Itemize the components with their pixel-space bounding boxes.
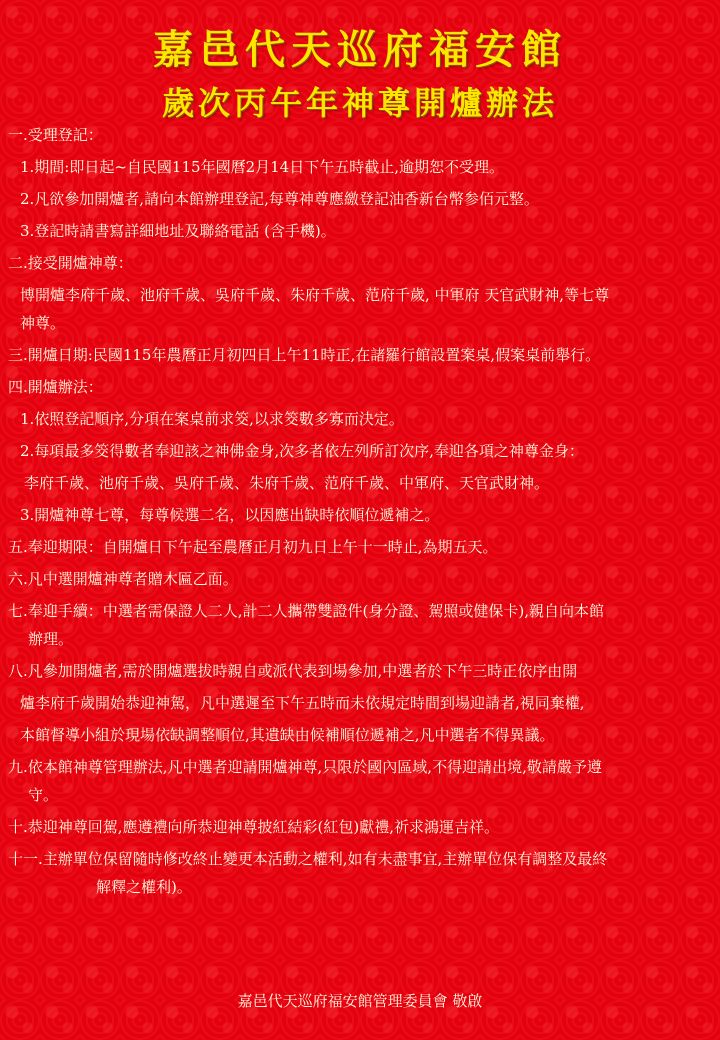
section-heading: 二.接受開爐神尊： bbox=[8, 254, 133, 272]
section-heading: 一.受理登記： bbox=[8, 126, 103, 144]
rule-item: 3.開爐神尊七尊，每尊候選二名，以因應出缺時依順位遞補之。 bbox=[20, 506, 440, 524]
rule-item-continuation: 解釋之權利)。 bbox=[96, 878, 192, 896]
section-heading: 五.奉迎期限：自開爐日下午起至農曆正月初九日上午十一時止,為期五天。 bbox=[8, 538, 498, 556]
footer-signature: 嘉邑代天巡府福安館管理委員會 敬啟 bbox=[237, 992, 483, 1010]
section-heading: 四.開爐辦法： bbox=[8, 378, 103, 396]
page-title: 嘉邑代天巡府福安館 bbox=[153, 26, 567, 73]
rule-item-continuation: 守。 bbox=[28, 786, 59, 804]
section-heading: 九.依本館神尊管理辦法,凡中選者迎請開爐神尊,只限於國內區域,不得迎請出境,敬請嚴予遵 bbox=[8, 758, 602, 776]
section-heading: 十一.主辦單位保留隨時修改終止變更本活動之權利,如有未盡事宜,主辦單位保有調整及最終 bbox=[8, 850, 608, 868]
section-heading: 三.開爐日期:民國115年農曆正月初四日上午11時正,在諸羅行館設置案桌,假案桌前舉行。 bbox=[8, 346, 601, 364]
rule-item: 博開爐李府千歲、池府千歲、吳府千歲、朱府千歲、范府千歲, 中軍府 天官武財神,等七尊 bbox=[20, 286, 610, 304]
section-heading: 八.凡參加開爐者,需於開爐選拔時親自或派代表到場參加,中選者於下午三時正依序由開 bbox=[8, 662, 578, 680]
rule-item: 1.依照登記順序,分項在案桌前求筊,以求筊數多寡而決定。 bbox=[20, 410, 404, 428]
rule-item: 3.登記時請書寫詳細地址及聯絡電話 (含手機)。 bbox=[20, 222, 336, 240]
rule-item: 2.每項最多筊得數者奉迎該之神佛金身,次多者依左列所訂次序,奉迎各項之神尊金身： bbox=[20, 442, 584, 460]
rule-item-continuation: 本館督導小組於現場依缺調整順位,其遺缺由候補順位遞補之,凡中選者不得異議。 bbox=[20, 726, 555, 744]
page-subtitle: 歲次丙午年神尊開爐辦法 bbox=[161, 84, 558, 122]
rule-item-continuation: 爐李府千歲開始恭迎神駕，凡中選遲至下午五時而未依規定時間到場迎請者,視同棄權, bbox=[20, 694, 585, 712]
rule-item-continuation: 辦理。 bbox=[28, 630, 74, 648]
rules-content bbox=[8, 124, 712, 908]
rule-item: 1.期間:即日起~自民國115年國曆2月14日下午五時截止,逾期恕不受理。 bbox=[20, 158, 504, 176]
rule-item: 2.凡欲參加開爐者,請向本館辦理登記,每尊神尊應繳登記油香新台幣参佰元整。 bbox=[20, 190, 539, 208]
section-heading: 七.奉迎手續：中選者需保證人二人,計二人攜帶雙證件(身分證、駕照或健保卡),親自向本館 bbox=[8, 602, 605, 620]
section-heading: 六.凡中選開爐神尊者贈木匾乙面。 bbox=[8, 570, 238, 588]
rule-item-continuation: 神尊。 bbox=[20, 314, 66, 332]
section-heading: 十.恭迎神尊回駕,應遵禮向所恭迎神尊披紅結彩(紅包)獻禮,祈求鴻運吉祥。 bbox=[8, 818, 500, 836]
rule-item-continuation: 李府千歲、池府千歲、吳府千歲、朱府千歲、范府千歲、中軍府、天官武財神。 bbox=[24, 474, 550, 492]
